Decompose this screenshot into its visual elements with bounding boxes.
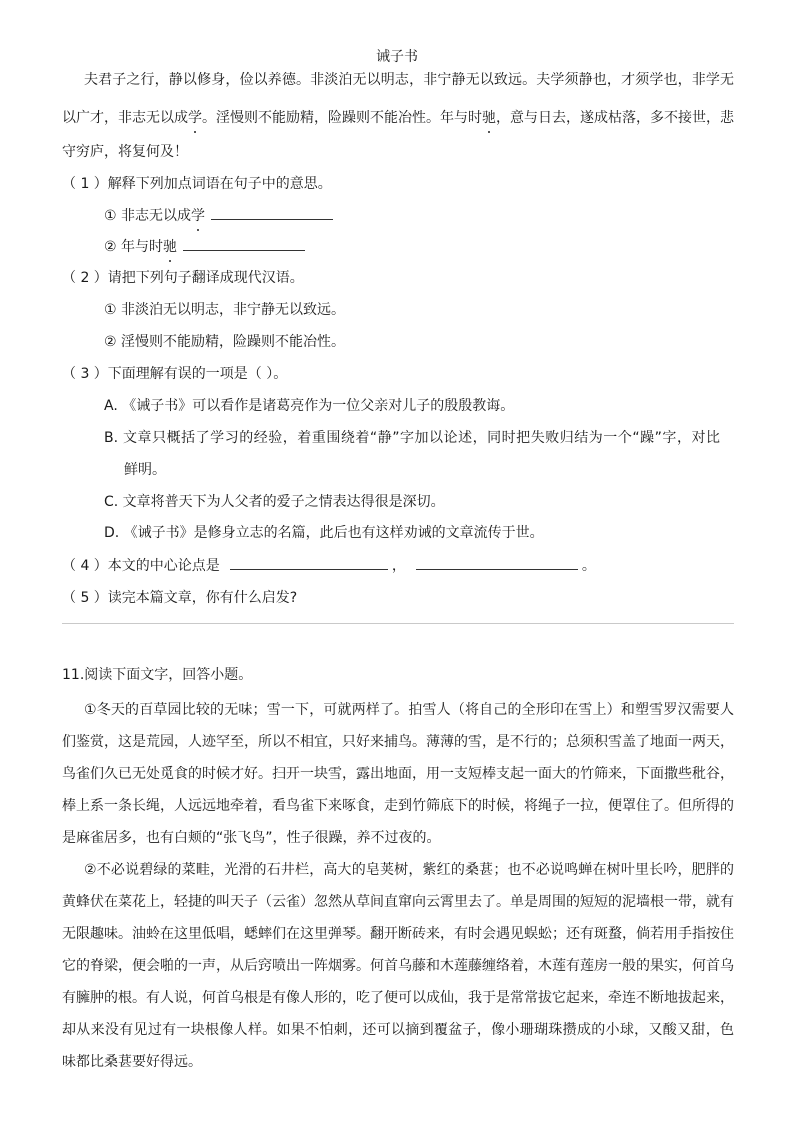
emphasis-char-xue: 学 bbox=[188, 110, 202, 126]
essay-line-3: 守穷庐，将复何及！ bbox=[62, 144, 188, 160]
essay-line-2 bbox=[62, 108, 734, 128]
q3-label: （ 3 ）下面理解有误的一项是（ ）。 bbox=[62, 366, 288, 382]
passage-line-11: 却从来没有见过有一块根像人样。如果不怕刺，还可以摘到覆盆子，像小珊瑚珠攒成的小球，又酸又甜，色 bbox=[62, 1022, 734, 1038]
q1-item-2-text: ② 年与时 bbox=[104, 239, 164, 255]
q1-emphasis-xue: 学 bbox=[191, 208, 206, 224]
q4-answer-blank-2[interactable] bbox=[416, 555, 578, 570]
q4-row bbox=[62, 555, 596, 576]
q1-emphasis-chi: 驰 bbox=[163, 239, 178, 255]
q3-option-d: D. 《诫子书》是修身立志的名篇，此后也有这样劝诫的文章流传于世。 bbox=[104, 525, 544, 541]
q4-end: 。 bbox=[581, 558, 596, 574]
passage-line-4: 棒上系一条长绳，人远远地牵着，看鸟雀下来啄食，走到竹筛底下的时候，将绳子一拉，便罩住了。但所得的 bbox=[62, 798, 734, 814]
passage-line-5: 是麻雀居多，也有白颊的“张飞鸟”，性子很躁，养不过夜的。 bbox=[62, 830, 441, 846]
essay-line-2-b: 。淫慢则不能励精，险躁则不能冶性。年与时 bbox=[202, 110, 482, 126]
q3-option-b-line-2: 鲜明。 bbox=[124, 462, 166, 478]
passage-line-8: 无限趣味。油蛉在这里低唱，蟋蟀们在这里弹琴。翻开断砖来，有时会遇见蜈蚣；还有斑蝥，倘若用手指按住 bbox=[62, 926, 734, 942]
q1-item-2 bbox=[104, 236, 305, 257]
q2-item-2: ② 淫慢则不能励精，险躁则不能冶性。 bbox=[104, 334, 345, 350]
emphasis-char-chi: 驰 bbox=[482, 110, 496, 126]
essay-line-1: 夫君子之行，静以修身，俭以养德。非淡泊无以明志，非宁静无以致远。夫学须静也，才须学也，非学无 bbox=[84, 72, 734, 88]
passage-line-10: 有臃肿的根。有人说，何首乌根是有像人形的，吃了便可以成仙，我于是常常拔它起来，牵连不断地拔起来， bbox=[62, 990, 734, 1006]
q5-label: （ 5 ）读完本篇文章，你有什么启发? bbox=[62, 590, 298, 606]
q1-label: （ 1 ）解释下列加点词语在句子中的意思。 bbox=[62, 176, 332, 192]
passage-line-3: 鸟雀们久已无处觅食的时候才好。扫开一块雪，露出地面，用一支短棒支起一面大的竹筛来，下面撒些秕谷， bbox=[62, 766, 734, 782]
q2-item-1: ① 非淡泊无以明志，非宁静无以致远。 bbox=[104, 302, 345, 318]
passage-line-9: 它的脊梁，便会啪的一声，从后窍喷出一阵烟雾。何首乌藤和木莲藤缠络着，木莲有莲房一般的果实，何首乌 bbox=[62, 958, 734, 974]
q1-item-1 bbox=[104, 205, 333, 226]
q3-option-c: C. 文章将普天下为人父者的爱子之情表达得很是深切。 bbox=[104, 494, 445, 510]
q4-separator: ， bbox=[391, 558, 406, 574]
passage-line-12: 味都比桑葚要好得远。 bbox=[62, 1054, 202, 1070]
q4-answer-blank-1[interactable] bbox=[230, 555, 388, 570]
passage-line-1: ①冬天的百草园比较的无味；雪一下，可就两样了。拍雪人（将自己的全形印在雪上）和塑雪罗汉需要人 bbox=[84, 702, 734, 718]
passage-line-6: ②不必说碧绿的菜畦，光滑的石井栏，高大的皂荚树，紫红的桑葚；也不必说鸣蝉在树叶里长吟，肥胖的 bbox=[84, 862, 734, 878]
q1-answer-blank-2[interactable] bbox=[183, 236, 305, 251]
q3-option-b-line-1: B. 文章只概括了学习的经验，着重围绕着“静”字加以论述，同时把失败归结为一个“躁”字，对比 bbox=[104, 430, 720, 446]
section-divider bbox=[62, 623, 734, 624]
essay-line-2-a: 以广才，非志无以成 bbox=[62, 110, 188, 126]
passage-line-7: 黄蜂伏在菜花上，轻捷的叫天子（云雀）忽然从草间直窜向云霄里去了。单是周围的短短的泥墙根一带，就有 bbox=[62, 894, 734, 910]
essay-title: 诫子书 bbox=[376, 49, 418, 65]
q3-option-a: A. 《诫子书》可以看作是诸葛亮作为一位父亲对儿子的殷殷教诲。 bbox=[104, 398, 515, 414]
essay-line-2-c: ，意与日去，遂成枯落，多不接世，悲 bbox=[496, 110, 734, 126]
q1-answer-blank-1[interactable] bbox=[211, 205, 333, 220]
q1-item-1-text: ① 非志无以成 bbox=[104, 208, 192, 224]
passage-line-2: 们鉴赏，这是荒园，人迹罕至，所以不相宜，只好来捕鸟。薄薄的雪，是不行的；总须积雪盖了地面一两天， bbox=[62, 734, 734, 750]
section-11-heading: 11.阅读下面文字，回答小题。 bbox=[62, 667, 253, 683]
q2-label: （ 2 ）请把下列句子翻译成现代汉语。 bbox=[62, 270, 304, 286]
q4-label: （ 4 ）本文的中心论点是 bbox=[62, 558, 220, 574]
